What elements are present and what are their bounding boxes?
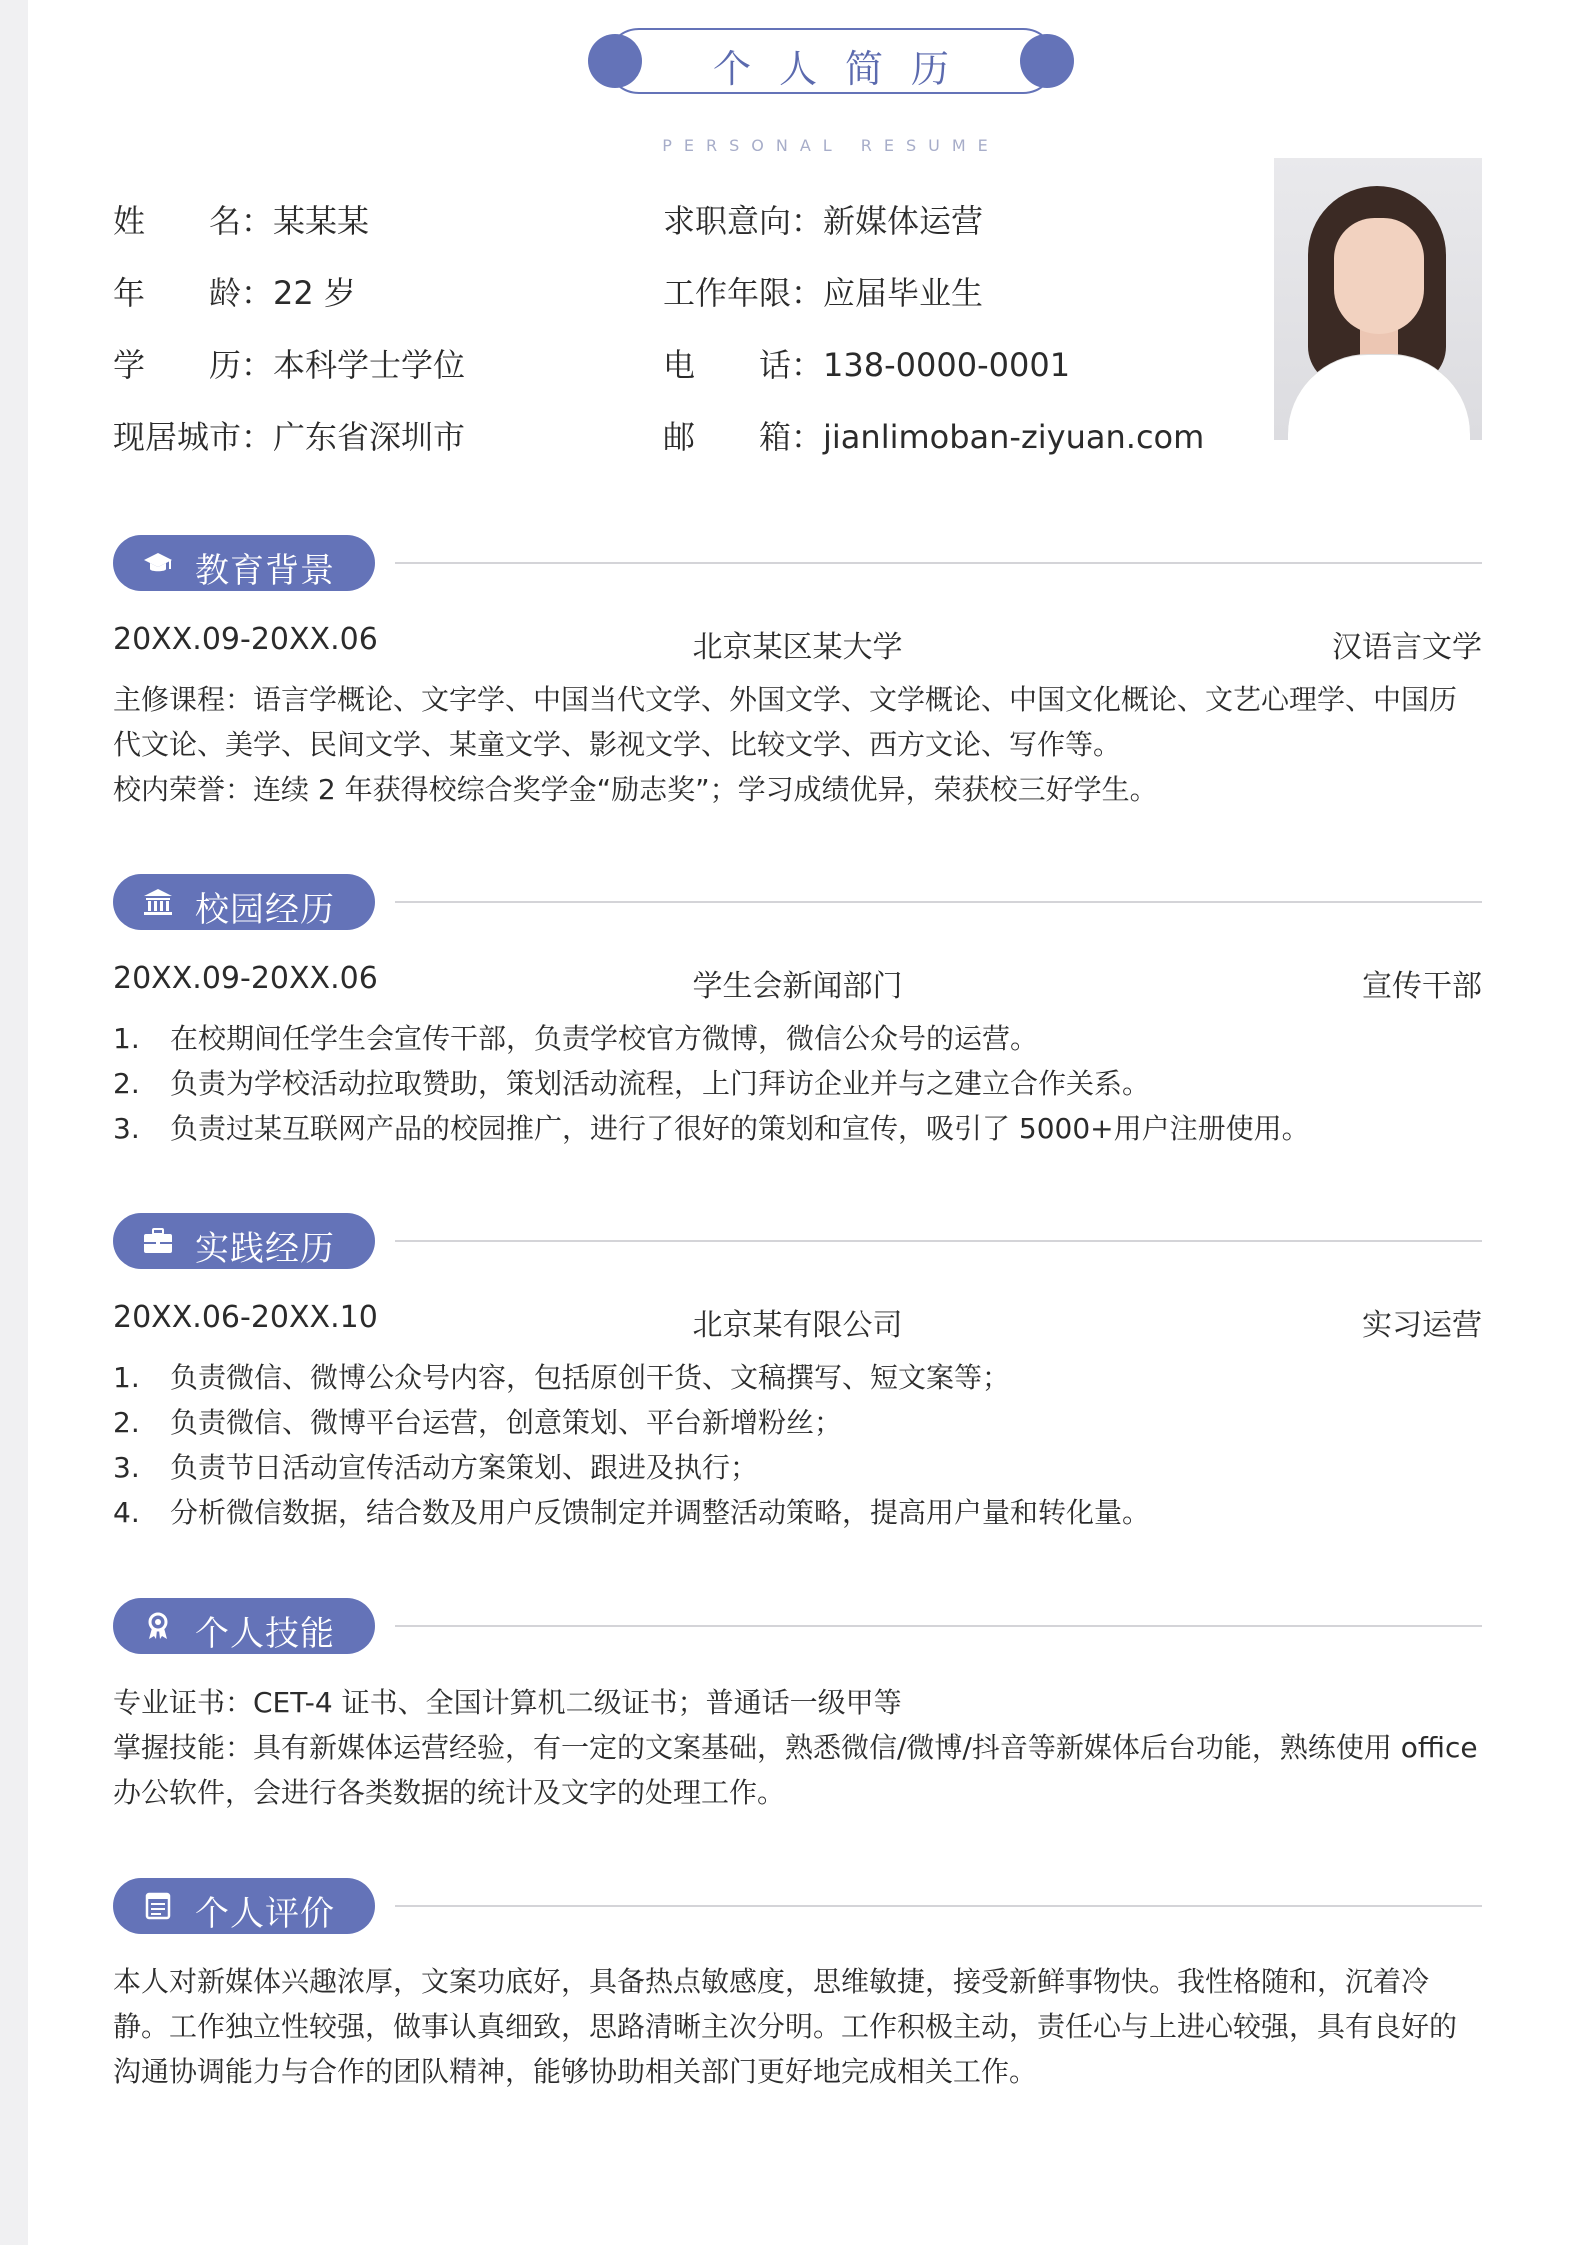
practice-meta — [113, 1300, 1482, 1343]
campus-org: 学生会新闻部门 — [692, 969, 903, 1004]
section-title: 教育背景 — [195, 551, 335, 591]
evaluation-text: 本人对新媒体兴趣浓厚，文案功底好，具备热点敏感度，思维敏捷，接受新鲜事物快。我性格随和，沉着冷静。工作独立性较强，做事认真细致，思路清晰主次分明。工作积极主动，责任心与上进心较强，具有良好的沟通协调能力与合作的团队精神，能够协助相关部门更好地完成相关工作。 — [113, 1965, 1458, 2088]
document-icon — [143, 1892, 173, 1920]
practice-list — [113, 1355, 1482, 1535]
section-pill — [113, 1213, 375, 1269]
email-label: 邮 箱： — [663, 418, 824, 456]
list-item: 3. 负责节日活动宣传活动方案策划、跟进及执行； — [113, 1451, 759, 1484]
campus-role: 宣传干部 — [1362, 969, 1482, 1004]
resume-page — [28, 0, 1587, 2245]
section-title: 个人技能 — [195, 1614, 335, 1654]
education-school: 北京某区某大学 — [692, 630, 903, 665]
name-row — [113, 196, 369, 242]
list-item: 2. 负责微信、微博平台运营，创意策划、平台新增粉丝； — [113, 1406, 843, 1439]
section-pill — [113, 1878, 375, 1934]
profile-photo — [1274, 158, 1482, 440]
section-pill — [113, 535, 375, 591]
award-icon — [143, 1612, 173, 1640]
city-label: 现居城市： — [113, 418, 274, 456]
phone-value: 138-0000-0001 — [823, 346, 1071, 384]
section-education — [113, 535, 1482, 591]
education-period: 20XX.09-20XX.06 — [113, 622, 378, 657]
years-label: 工作年限： — [663, 274, 824, 312]
phone-row — [663, 340, 1070, 386]
intent-value: 新媒体运营 — [823, 202, 984, 240]
list-item: 4. 分析微信数据，结合数及用户反馈制定并调整活动策略，提高用户量和转化量。 — [113, 1496, 1151, 1529]
age-value: 22 岁 — [273, 274, 356, 312]
page-subtitle: PERSONAL RESUME — [662, 136, 1000, 155]
section-divider — [395, 1240, 1482, 1242]
practice-role: 实习运营 — [1362, 1308, 1482, 1343]
name-value: 某某某 — [273, 202, 370, 240]
section-divider — [395, 562, 1482, 564]
intent-label: 求职意向： — [663, 202, 824, 240]
phone-label: 电 话： — [663, 346, 824, 384]
years-row — [663, 268, 983, 314]
section-title: 实践经历 — [195, 1229, 335, 1269]
city-row — [113, 412, 465, 458]
city-value: 广东省深圳市 — [273, 418, 466, 456]
campus-list — [113, 1016, 1482, 1151]
practice-period: 20XX.06-20XX.10 — [113, 1300, 378, 1335]
years-value: 应届毕业生 — [823, 274, 984, 312]
section-pill — [113, 874, 375, 930]
list-item: 1. 负责微信、微博公众号内容，包括原创干货、文稿撰写、短文案等； — [113, 1361, 1011, 1394]
section-divider — [395, 1625, 1482, 1627]
campus-meta — [113, 961, 1482, 1004]
name-label: 姓 名： — [113, 202, 274, 240]
education-major: 汉语言文学 — [1332, 630, 1482, 665]
email-value: jianlimoban-ziyuan.com — [823, 418, 1205, 456]
list-item: 2. 负责为学校活动拉取赞助，策划活动流程，上门拜访企业并与之建立合作关系。 — [113, 1067, 1151, 1100]
intent-row — [663, 196, 983, 242]
section-divider — [395, 901, 1482, 903]
section-divider — [395, 1905, 1482, 1907]
email-row — [663, 412, 1204, 458]
section-campus — [113, 874, 1482, 930]
graduation-cap-icon — [143, 549, 173, 577]
section-practice — [113, 1213, 1482, 1269]
section-title: 个人评价 — [195, 1894, 335, 1934]
page-title: 个人简历 — [712, 47, 977, 91]
education-value: 本科学士学位 — [273, 346, 466, 384]
education-meta — [113, 622, 1482, 665]
title-banner — [588, 28, 1074, 155]
education-honors: 校内荣誉：连续 2 年获得校综合奖学金“励志奖”；学习成绩优异，荣获校三好学生。 — [113, 773, 1158, 806]
age-row — [113, 268, 356, 314]
education-label: 学 历： — [113, 346, 274, 384]
skills-certs: 专业证书：CET-4 证书、全国计算机二级证书；普通话一级甲等 — [113, 1686, 902, 1719]
section-pill — [113, 1598, 375, 1654]
education-row — [113, 340, 465, 386]
building-icon — [143, 888, 173, 916]
list-item: 1. 在校期间任学生会宣传干部，负责学校官方微博，微信公众号的运营。 — [113, 1022, 1039, 1055]
section-title: 校园经历 — [195, 890, 335, 930]
list-item: 3. 负责过某互联网产品的校园推广，进行了很好的策划和宣传，吸引了 5000+用户注册使用。 — [113, 1112, 1310, 1145]
education-courses: 主修课程：语言学概论、文字学、中国当代文学、外国文学、文学概论、中国文化概论、文艺心理学、中国历代文论、美学、民间文学、某童文学、影视文学、比较文学、西方文论、写作等。 — [113, 683, 1458, 761]
section-skills — [113, 1598, 1482, 1654]
briefcase-icon — [143, 1227, 173, 1255]
age-label: 年 龄： — [113, 274, 274, 312]
section-evaluation — [113, 1878, 1482, 1934]
practice-company: 北京某有限公司 — [692, 1308, 903, 1343]
campus-period: 20XX.09-20XX.06 — [113, 961, 378, 996]
skills-abilities: 掌握技能：具有新媒体运营经验，有一定的文案基础，熟悉微信/微博/抖音等新媒体后台功能，熟练使用 office 办公软件，会进行各类数据的统计及文字的处理工作。 — [113, 1731, 1478, 1809]
